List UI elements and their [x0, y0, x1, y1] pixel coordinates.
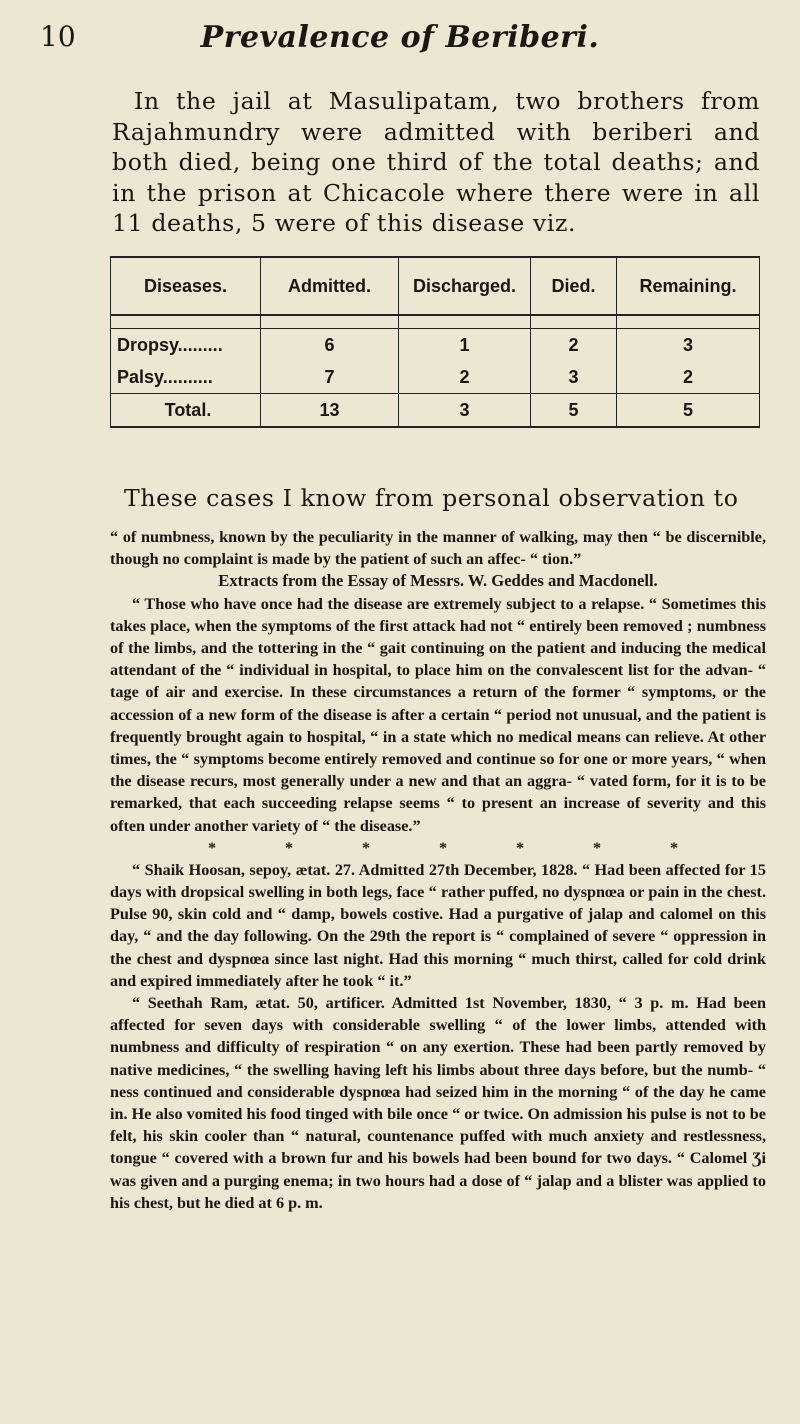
intro-paragraph: In the jail at Masulipatam, two brothers from Rajahmundry were admitted with beriberi and both died, being one third of the total deaths; and in the prison at Chicacole where there were in all 11 deaths, 5 were of this disease viz. — [112, 87, 760, 237]
asterisk: * — [515, 838, 525, 857]
total-discharged: 3 — [399, 394, 531, 428]
total-remaining: 5 — [617, 394, 760, 428]
total-died: 5 — [531, 394, 617, 428]
header-admitted: Admitted. — [261, 257, 399, 315]
asterisk: * — [592, 838, 602, 857]
asterisk: * — [284, 838, 294, 857]
row-discharged: 2 — [399, 361, 531, 394]
table-row — [111, 329, 760, 362]
quote-paragraph: “ Those who have once had the disease are extremely subject to a relapse. “ Sometimes this takes place, when the symptoms of the first attack had not “ entirely been removed ; numbness of the limbs, and the tottering in the “ gait continuing on the patient and inducing the medical attendant of the “ individual in hospital, to place him on the convalescent list for the advan- “ tage of air and exercise. In these circumstances a return of the former “ symptoms, or the accession of a new form of the disease is after a certain “ period not unusual, and the patient is frequently brought again to hospital, “ in a state which no medical means can relieve. At other times, the “ symptoms become entirely removed and continue so for one or more years, “ when the disease recurs, most generally under a new and that an aggra- “ vated form, for it is to be remarked, that each succeeding relapse seems “ to present an increase of severity and this often under another variety of “ the disease.” — [110, 594, 766, 835]
header-diseases: Diseases. — [111, 257, 261, 315]
asterisk: * — [438, 838, 448, 857]
table-header-row — [111, 257, 760, 315]
row-died: 3 — [531, 361, 617, 394]
running-title: Prevalence of Beriberi. — [200, 20, 600, 55]
quoted-extracts — [110, 526, 766, 1214]
page-header — [40, 20, 760, 56]
quote-paragraph: “ of numbness, known by the peculiarity in the manner of walking, may then “ be discernible, though no complaint is made by the patient of such an affec- “ tion.” — [110, 528, 766, 569]
row-disease-name: Palsy.......... — [111, 361, 261, 394]
header-discharged: Discharged. — [399, 257, 531, 315]
page-number: 10 — [40, 20, 76, 53]
case-report: “ Seethah Ram, ætat. 50, artificer. Admitted 1st November, 1830, “ 3 p. m. Had been affected for seven days with considerable swelling “ of the lower limbs, attended with numbness and difficulty of respiration “ on any exertion. These had been partly removed by native medicines, “ the swelling having left his limbs about three days before, but the numb- “ ness continued and considerable dyspnœa had seized him in the morning “ of the day he came in. He also vomited his food tinged with bile once “ or twice. On admission his pulse is not to be felt, his skin cooler than “ natural, countenance puffed with much anxiety and restlessness, tongue “ covered with a brown fur and his bowels had been bound for two days. “ Calomel Ʒi was given and a purging enema; in two hours had a dose of “ jalap and a blister was applied to his chest, but he died at 6 p. m. — [110, 994, 766, 1212]
case-report: “ Shaik Hoosan, sepoy, ætat. 27. Admitted 27th December, 1828. “ Had been affected for 15 days with dropsical swelling in both legs, face “ rather puffed, no dyspnœa or pain in the chest. Pulse 90, skin cold and “ damp, bowels costive. Had a purgative of jalap and calomel on this day, “ and the day following. On the 29th the report is “ complained of severe “ oppression in the chest and dyspnœa since last night. Had this morning “ much thirst, called for cold drink and expired immediately after he took “ it.” — [110, 860, 766, 990]
row-remaining: 3 — [617, 329, 760, 362]
row-died: 2 — [531, 329, 617, 362]
total-label: Total. — [111, 394, 261, 428]
asterisk: * — [669, 838, 679, 857]
extract-heading: Extracts from the Essay of Messrs. W. Geddes and Macdonell. — [218, 571, 658, 591]
row-disease-name: Dropsy......... — [111, 329, 261, 362]
header-died: Died. — [531, 257, 617, 315]
total-admitted: 13 — [261, 394, 399, 428]
header-remaining: Remaining. — [617, 257, 760, 315]
disease-table — [110, 256, 760, 428]
row-discharged: 1 — [399, 329, 531, 362]
row-remaining: 2 — [617, 361, 760, 394]
row-admitted: 7 — [261, 361, 399, 394]
asterisk: * — [207, 838, 217, 857]
lead-sentence: These cases I know from personal observation to — [124, 484, 739, 512]
section-break — [110, 837, 766, 859]
row-admitted: 6 — [261, 329, 399, 362]
table-total-row — [111, 394, 760, 428]
asterisk: * — [361, 838, 371, 857]
table-row — [111, 361, 760, 394]
